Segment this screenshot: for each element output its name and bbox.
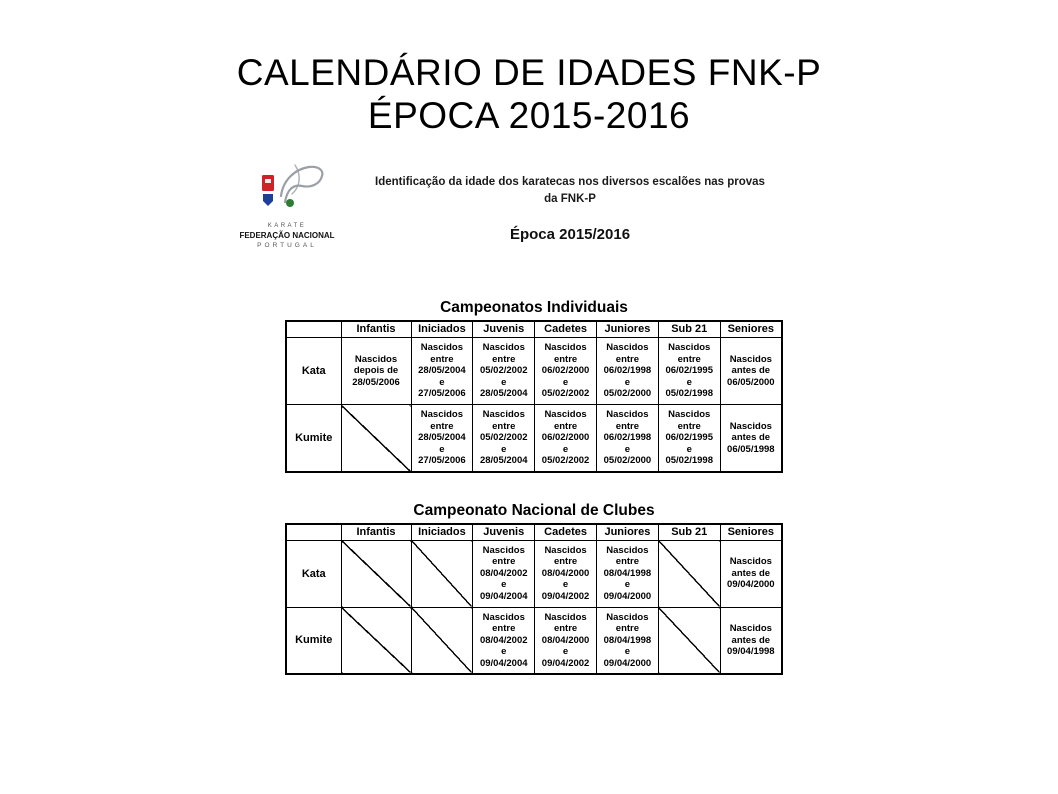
age-range-cell	[720, 540, 782, 607]
column-header: Cadetes	[535, 524, 597, 541]
age-range-cell	[535, 338, 597, 405]
cell-line: entre	[430, 353, 454, 365]
cell-line: entre	[615, 623, 640, 634]
column-header: Infantis	[341, 524, 411, 541]
cell-line: e	[501, 376, 507, 388]
age-range-cell	[596, 540, 658, 607]
cell-line: Nascidos	[354, 353, 398, 365]
cell-line: 09/04/2000	[603, 657, 652, 669]
cell-line: entre	[677, 420, 701, 432]
page-title-line1: CALENDÁRIO DE IDADES FNK-P	[236, 52, 822, 93]
tables-container	[285, 299, 783, 704]
cell-line: 09/04/2000	[727, 579, 775, 591]
cell-line: Nascidos	[729, 556, 772, 568]
cell-line: e	[562, 443, 569, 455]
cell-line: 08/04/2000	[541, 634, 590, 646]
cell-line: entre	[553, 353, 578, 365]
crossed-out-cell	[341, 607, 411, 674]
corner-cell	[286, 321, 341, 338]
logo-karate-label: KARATE	[267, 223, 307, 229]
cell-line: 05/02/1998	[665, 388, 713, 400]
cell-line: 08/04/2002	[479, 567, 528, 579]
cell-line: Nascidos	[606, 342, 649, 354]
cell-line: antes de	[731, 634, 771, 646]
cell-line: Nascidos	[420, 409, 464, 420]
cell-line: 08/04/1998	[603, 567, 652, 579]
cell-line: Nascidos	[544, 611, 587, 623]
intro-text	[350, 174, 790, 207]
cell-line: Nascidos	[729, 420, 772, 432]
cell-line: Nascidos	[729, 623, 772, 634]
crossed-out-cell	[658, 540, 720, 607]
cell-line: entre	[553, 623, 578, 634]
age-range-cell	[411, 405, 473, 472]
cell-line: e	[624, 376, 631, 388]
cell-line: Nascidos	[482, 409, 525, 420]
column-header: Cadetes	[535, 321, 597, 338]
fnkp-logo	[228, 160, 346, 270]
logo-country-label: PORTUGAL	[257, 242, 317, 249]
cell-line: 05/02/2002	[479, 365, 528, 377]
cell-line: 05/02/1998	[665, 455, 713, 466]
cell-line: entre	[615, 353, 640, 365]
age-table	[285, 523, 783, 676]
row-label: Kumite	[286, 405, 341, 472]
age-range-cell	[720, 405, 782, 472]
cell-line: e	[624, 443, 631, 455]
age-range-cell	[658, 338, 720, 405]
column-header: Seniores	[720, 321, 782, 338]
age-range-cell	[535, 405, 597, 472]
cell-line: 05/02/2002	[541, 388, 590, 400]
cell-line: e	[686, 376, 692, 388]
age-range-cell	[596, 405, 658, 472]
cell-line: 28/05/2004	[418, 365, 466, 377]
column-header: Iniciados	[411, 524, 473, 541]
age-range-cell	[473, 607, 535, 674]
cell-line: entre	[615, 420, 640, 432]
cell-line: e	[439, 443, 445, 455]
cell-line: 27/05/2006	[418, 455, 466, 466]
cell-line: 06/02/1995	[665, 365, 713, 377]
cell-line: entre	[430, 420, 454, 432]
cell-line: e	[501, 443, 507, 455]
column-header: Seniores	[720, 524, 782, 541]
cell-line: antes de	[731, 365, 771, 377]
age-range-cell	[535, 607, 597, 674]
cell-line: entre	[492, 353, 516, 365]
column-header: Iniciados	[411, 321, 473, 338]
cell-line: 09/04/2004	[479, 590, 528, 602]
cell-line: 28/05/2004	[418, 432, 466, 443]
row-label: Kumite	[286, 607, 341, 674]
crossed-out-cell	[341, 405, 411, 472]
cell-line: e	[624, 646, 631, 657]
column-header: Sub 21	[658, 524, 720, 541]
age-table	[285, 320, 783, 473]
row-label: Kata	[286, 338, 341, 405]
age-range-cell	[720, 607, 782, 674]
cell-line: e	[562, 646, 569, 657]
cell-line: 06/02/1998	[603, 365, 652, 377]
age-range-cell	[473, 540, 535, 607]
column-header: Juvenis	[473, 321, 535, 338]
cell-line: antes de	[731, 567, 771, 579]
logo-org-name: FEDERAÇÃO NACIONAL	[239, 231, 335, 240]
karate-figure-icon	[241, 160, 333, 222]
cell-line: entre	[553, 420, 578, 432]
cell-line: entre	[553, 556, 578, 568]
table-title: Campeonato Nacional de Clubes	[413, 501, 655, 519]
cell-line: e	[562, 579, 569, 591]
cell-line: 08/04/2002	[479, 634, 528, 646]
crossed-out-cell	[411, 607, 473, 674]
crossed-out-cell	[341, 540, 411, 607]
cell-line: 06/02/2000	[541, 432, 590, 443]
intro-line2: da FNK-P	[544, 192, 596, 205]
cell-line: e	[686, 443, 692, 455]
corner-cell	[286, 524, 341, 541]
age-range-cell	[473, 405, 535, 472]
cell-line: 06/02/1998	[603, 432, 652, 443]
table-section	[285, 299, 783, 473]
age-range-cell	[596, 338, 658, 405]
doc-header	[228, 160, 790, 275]
cell-line: Nascidos	[482, 342, 525, 354]
cell-line: Nascidos	[606, 544, 649, 556]
age-range-cell	[473, 338, 535, 405]
column-header: Infantis	[341, 321, 411, 338]
age-range-cell	[411, 338, 473, 405]
age-range-cell	[596, 607, 658, 674]
column-header: Juniores	[596, 524, 658, 541]
age-range-cell	[720, 338, 782, 405]
cell-line: e	[562, 376, 569, 388]
cell-line: 09/04/2002	[541, 590, 590, 602]
cell-line: e	[624, 579, 631, 591]
cell-line: Nascidos	[668, 409, 711, 420]
cell-line: Nascidos	[420, 342, 464, 354]
column-header: Juniores	[596, 321, 658, 338]
cell-line: 27/05/2006	[418, 388, 466, 400]
cell-line: Nascidos	[729, 353, 772, 365]
cell-line: entre	[492, 420, 516, 432]
cell-line: entre	[615, 556, 640, 568]
page-title	[0, 52, 1058, 138]
column-header: Juvenis	[473, 524, 535, 541]
cell-line: 08/04/2000	[541, 567, 590, 579]
cell-line: entre	[677, 353, 701, 365]
age-range-cell	[658, 405, 720, 472]
cell-line: 05/02/2002	[541, 455, 590, 466]
row-label: Kata	[286, 540, 341, 607]
cell-line: e	[501, 646, 507, 657]
cell-line: 28/05/2004	[479, 388, 528, 400]
cell-line: 28/05/2004	[479, 455, 528, 466]
cell-line: 28/05/2006	[352, 376, 400, 388]
cell-line: 06/02/2000	[541, 365, 590, 377]
cell-line: 08/04/1998	[603, 634, 652, 646]
cell-line: 05/02/2000	[603, 455, 652, 466]
cell-line: 05/02/2002	[479, 432, 528, 443]
cell-line: Nascidos	[544, 544, 587, 556]
cell-line: Nascidos	[606, 409, 649, 420]
crossed-out-cell	[658, 607, 720, 674]
cell-line: 09/04/1998	[727, 646, 775, 657]
cell-line: entre	[492, 623, 516, 634]
cell-line: 06/05/2000	[727, 376, 775, 388]
cell-line: 09/04/2004	[479, 657, 528, 669]
intro-line1: Identificação da idade dos karatecas nos diversos escalões nas provas	[375, 176, 765, 188]
cell-line: 06/02/1995	[665, 432, 713, 443]
cell-line: Nascidos	[482, 611, 525, 623]
table-title: Campeonatos Individuais	[440, 299, 628, 316]
column-header: Sub 21	[658, 321, 720, 338]
cell-line: Nascidos	[482, 544, 525, 556]
cell-line: e	[439, 376, 445, 388]
cell-line: Nascidos	[668, 342, 711, 354]
cell-line: Nascidos	[606, 611, 649, 623]
cell-line: 05/02/2000	[603, 388, 652, 400]
cell-line: depois de	[353, 365, 399, 377]
age-range-cell	[535, 540, 597, 607]
cell-line: e	[501, 579, 507, 591]
cell-line: entre	[492, 556, 516, 568]
cell-line: 09/04/2000	[603, 590, 652, 602]
page-title-line2: ÉPOCA 2015-2016	[367, 94, 691, 136]
season-heading: Época 2015/2016	[509, 226, 631, 243]
age-range-cell	[341, 338, 411, 405]
cell-line: 09/04/2002	[541, 657, 590, 669]
cell-line: Nascidos	[544, 409, 587, 420]
cell-line: Nascidos	[544, 342, 587, 354]
cell-line: 06/05/1998	[727, 443, 775, 455]
cell-line: antes de	[731, 432, 771, 443]
crossed-out-cell	[411, 540, 473, 607]
table-section	[285, 502, 783, 676]
